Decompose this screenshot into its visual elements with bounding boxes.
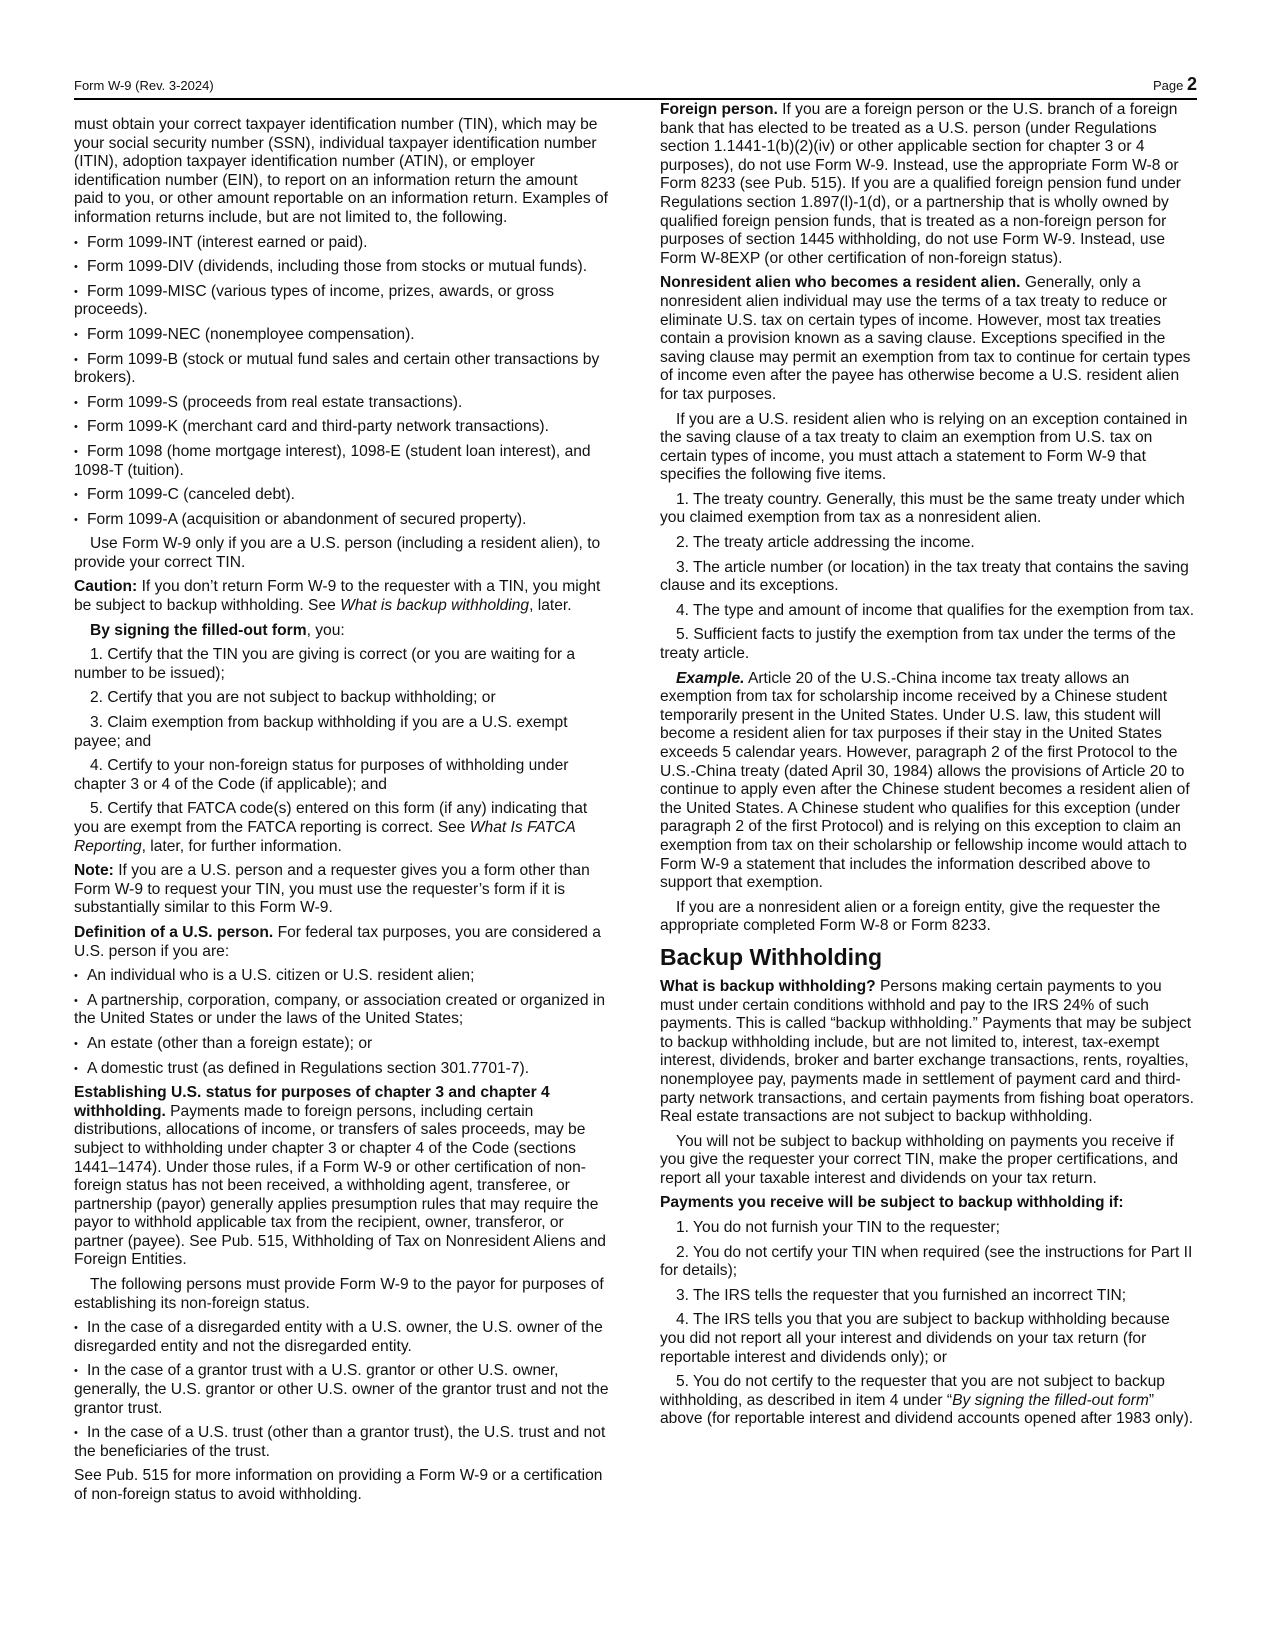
- list-item: • In the case of a grantor trust with a U.S. grantor or other U.S. owner, generally, the U.S. grantor or other U.S. owner of the grantor trust and not the grantor trust.: [74, 1362, 609, 1417]
- treaty-item: 2. The treaty article addressing the income.: [676, 534, 975, 552]
- list-item: • Form 1099-K (merchant card and third-party network transactions).: [74, 418, 549, 436]
- list-item: • Form 1099-DIV (dividends, including those from stocks or mutual funds).: [74, 258, 588, 276]
- page-label: Page: [1152, 78, 1184, 93]
- certification-item: 1. Certify that the TIN you are giving is correct (or you are waiting for a number to be issued);: [74, 646, 576, 682]
- treaty-item: 5. Sufficient facts to justify the exemption from tax under the terms of the treaty article.: [660, 626, 1176, 663]
- bullet-icon: •: [74, 513, 78, 526]
- bullet-icon: •: [74, 1037, 78, 1050]
- certification-item: 4. Certify to your non-foreign status for purposes of withholding under chapter 3 or 4 of the Code (if applicable); and: [74, 757, 569, 793]
- bullet-icon: •: [74, 261, 78, 274]
- bullet-icon: •: [74, 970, 78, 983]
- certification-item: 5. Certify that FATCA code(s) entered on this form (if any) indicating that you are exempt from the FATCA reporting is correct. See What Is FATCA Reporting, later, for further information.: [74, 800, 588, 855]
- treaty-item: 1. The treaty country. Generally, this must be the same treaty under which you claimed exemption from tax as a nonresident alien.: [660, 490, 1185, 527]
- header-rule: [74, 98, 1197, 100]
- nonresident-foreign-entity-paragraph: If you are a nonresident alien or a foreign entity, give the requester the appropriate completed Form W-8 or Form 8233.: [660, 898, 1161, 935]
- list-item: • Form 1098 (home mortgage interest), 1098-E (student loan interest), and 1098-T (tuition).: [74, 442, 591, 479]
- example-paragraph: Example. Article 20 of the U.S.-China income tax treaty allows an exemption from tax for scholarship income received by a Chinese student temporarily present in the United States. Under U.S. law, this student will become a resident alien for tax purposes if their stay in the United States exceeds 5 calendar years. However, paragraph 2 of the first Protocol to the U.S.-China treaty (dated April 30, 1984) allows the provisions of Article 20 to continue to apply even after the Chinese student becomes a resident alien of the United States. A Chinese student who qualifies for this exception (under paragraph 2 of the first Protocol) and is relying on this exception to claim an exemption from tax on their scholarship or fellowship income would attach to Form W-9 a statement that includes the information described above to support that exemption.: [660, 669, 1190, 892]
- list-item: • An individual who is a U.S. citizen or U.S. resident alien;: [74, 967, 475, 985]
- not-subject-paragraph: You will not be subject to backup withholding on payments you receive if you give the requester your correct TIN, make the proper certifications, and report all your taxable interest and dividends on your tax return.: [660, 1132, 1179, 1187]
- list-item: • A partnership, corporation, company, or association created or organized in the United States or under the laws of the United States;: [74, 991, 606, 1028]
- signing-intro: By signing the filled-out form, you:: [90, 621, 345, 639]
- bullet-icon: •: [74, 285, 78, 298]
- bullet-icon: •: [74, 1322, 78, 1335]
- caution-paragraph: Caution: If you don’t return Form W-9 to the requester with a TIN, you might be subject to backup withholding. See What is backup withholding, later.: [74, 578, 601, 615]
- list-item: • An estate (other than a foreign estate); or: [74, 1034, 373, 1052]
- see-pub-paragraph: See Pub. 515 for more information on providing a Form W-9 or a certification of non-foreign status to avoid withholding.: [74, 1467, 603, 1503]
- bullet-icon: •: [74, 489, 78, 502]
- right-column: [660, 101, 1195, 1435]
- form-identifier: Form W-9 (Rev. 3-2024): [74, 78, 214, 93]
- condition-item: 1. You do not furnish your TIN to the requester;: [676, 1219, 1000, 1237]
- use-w9-paragraph: Use Form W-9 only if you are a U.S. person (including a resident alien), to provide your correct TIN.: [74, 535, 601, 571]
- us-person-definition: Definition of a U.S. person. For federal tax purposes, you are considered a U.S. person if you are:: [74, 923, 601, 960]
- bullet-icon: •: [74, 353, 78, 366]
- bullet-icon: •: [74, 445, 78, 458]
- list-item: • Form 1099-NEC (nonemployee compensation).: [74, 325, 415, 343]
- list-item: • Form 1099-S (proceeds from real estate transactions).: [74, 393, 463, 411]
- bullet-icon: •: [74, 1365, 78, 1378]
- list-item: • Form 1099-MISC (various types of income, prizes, awards, or gross proceeds).: [74, 282, 555, 319]
- condition-item: 5. You do not certify to the requester that you are not subject to backup withholding, as described in item 4 under “By signing the filled-out form” above (for reportable interest and dividend accounts opened after 1983 only).: [660, 1373, 1194, 1428]
- certification-item: 2. Certify that you are not subject to backup withholding; or: [90, 689, 496, 707]
- bullet-icon: •: [74, 421, 78, 434]
- condition-item: 2. You do not certify your TIN when required (see the instructions for Part II for details);: [660, 1243, 1193, 1280]
- list-item: • Form 1099-A (acquisition or abandonment of secured property).: [74, 510, 527, 528]
- treaty-item: 3. The article number (or location) in the tax treaty that contains the saving clause and its exceptions.: [660, 558, 1189, 595]
- list-item: • A domestic trust (as defined in Regulations section 301.7701-7).: [74, 1059, 530, 1077]
- condition-item: 4. The IRS tells you that you are subject to backup withholding because you did not report all your interest and dividends on your tax return (for reportable interest and dividends only); or: [660, 1311, 1170, 1366]
- bullet-icon: •: [74, 994, 78, 1007]
- bullet-icon: •: [74, 1427, 78, 1440]
- note-paragraph: Note: If you are a U.S. person and a requester gives you a form other than Form W-9 to request your TIN, you must use the requester’s form if it is substantially similar to this Form W-9.: [74, 862, 590, 917]
- section-heading-backup-withholding: Backup Withholding: [660, 943, 883, 970]
- list-item: • Form 1099-B (stock or mutual fund sales and certain other transactions by brokers).: [74, 350, 600, 387]
- list-item: • In the case of a U.S. trust (other than a grantor trust), the U.S. trust and not the beneficiaries of the trust.: [74, 1424, 606, 1460]
- tin-intro-paragraph: must obtain your correct taxpayer identification number (TIN), which may be your social security number (SSN), individual taxpayer identification number (ITIN), adoption taxpayer identification number (ATIN), or employer identification number (EIN), to report on an information return the amount paid to you, or other amount reportable on an information return. Examples of information returns include, but are not limited to, the following.: [74, 116, 608, 226]
- payments-subject-heading: Payments you receive will be subject to backup withholding if:: [660, 1194, 1124, 1212]
- page-number: [1153, 74, 1197, 95]
- foreign-person-paragraph: Foreign person. If you are a foreign person or the U.S. branch of a foreign bank that has elected to be treated as a U.S. person (under Regulations section 1.1441-1(b)(2)(iv) or other applicable section for chapter 3 or 4 purposes), do not use Form W-9. Instead, use the appropriate Form W-8 or Form 8233 (see Pub. 515). If you are a qualified foreign pension fund under Regulations section 1.897(l)-1(d), or a partnership that is wholly owned by qualified foreign pension funds, that is treated as a non-foreign person for purposes of section 1445 withholding, do not use Form W-9. Instead, use Form W-8EXP (or other certification of non-foreign status).: [660, 101, 1181, 267]
- list-item: • Form 1099-INT (interest earned or paid).: [74, 233, 368, 251]
- establishing-status-paragraph: Establishing U.S. status for purposes of chapter 3 and chapter 4 withholding. Payments made to foreign persons, including certain distributions, allocations of income, or transfers of sales proceeds, may be subject to withholding under chapter 3 or chapter 4 of the Code (sections 1441–1474). Under those rules, if a Form W-9 or other certification of non-foreign status has not been received, a withholding agent, transferee, or partnership (payor) generally applies presumption rules that may require the payor to withhold applicable tax from the recipient, owner, transferor, or partner (payee). See Pub. 515, Withholding of Tax on Nonresident Aliens and Foreign Entities.: [74, 1084, 606, 1269]
- treaty-item: 4. The type and amount of income that qualifies for the exemption from tax.: [676, 601, 1195, 619]
- bullet-icon: •: [74, 1062, 78, 1075]
- bullet-icon: •: [74, 236, 78, 249]
- left-column: [74, 116, 609, 1511]
- list-item: • In the case of a disregarded entity with a U.S. owner, the U.S. owner of the disregarded entity and not the disregarded entity.: [74, 1319, 603, 1355]
- page-number-value: 2: [1186, 74, 1197, 94]
- nonresident-alien-paragraph: Nonresident alien who becomes a resident alien. Generally, only a nonresident alien individual may use the terms of a tax treaty to reduce or eliminate U.S. tax on certain types of income. However, most tax treaties contain a provision known as a saving clause. Exceptions specified in the saving clause may permit an exemption from tax to continue for certain types of income even after the payee has otherwise become a U.S. resident alien for tax purposes.: [660, 274, 1191, 403]
- bullet-icon: •: [74, 396, 78, 409]
- resident-alien-paragraph: If you are a U.S. resident alien who is relying on an exception contained in the saving clause of a tax treaty to claim an exemption from U.S. tax on certain types of income, you must attach a statement to Form W-9 that specifies the following five items.: [660, 410, 1188, 484]
- list-item: • Form 1099-C (canceled debt).: [74, 486, 296, 504]
- condition-item: 3. The IRS tells the requester that you furnished an incorrect TIN;: [676, 1286, 1127, 1304]
- what-is-backup-withholding-paragraph: What is backup withholding? Persons making certain payments to you must under certain conditions withhold and pay to the IRS 24% of such payments. This is called “backup withholding.” Payments that may be subject to backup withholding include, but are not limited to, interest, tax-exempt interest, dividends, broker and barter exchange transactions, rents, royalties, nonemployee pay, payments made in settlement of payment card and third-party network transactions, and certain payments from fishing boat operators. Real estate transactions are not subject to backup withholding.: [660, 977, 1194, 1126]
- certification-item: 3. Claim exemption from backup withholding if you are a U.S. exempt payee; and: [74, 714, 568, 750]
- bullet-icon: •: [74, 328, 78, 341]
- following-persons-paragraph: The following persons must provide Form W-9 to the payor for purposes of establishing its non-foreign status.: [74, 1276, 604, 1312]
